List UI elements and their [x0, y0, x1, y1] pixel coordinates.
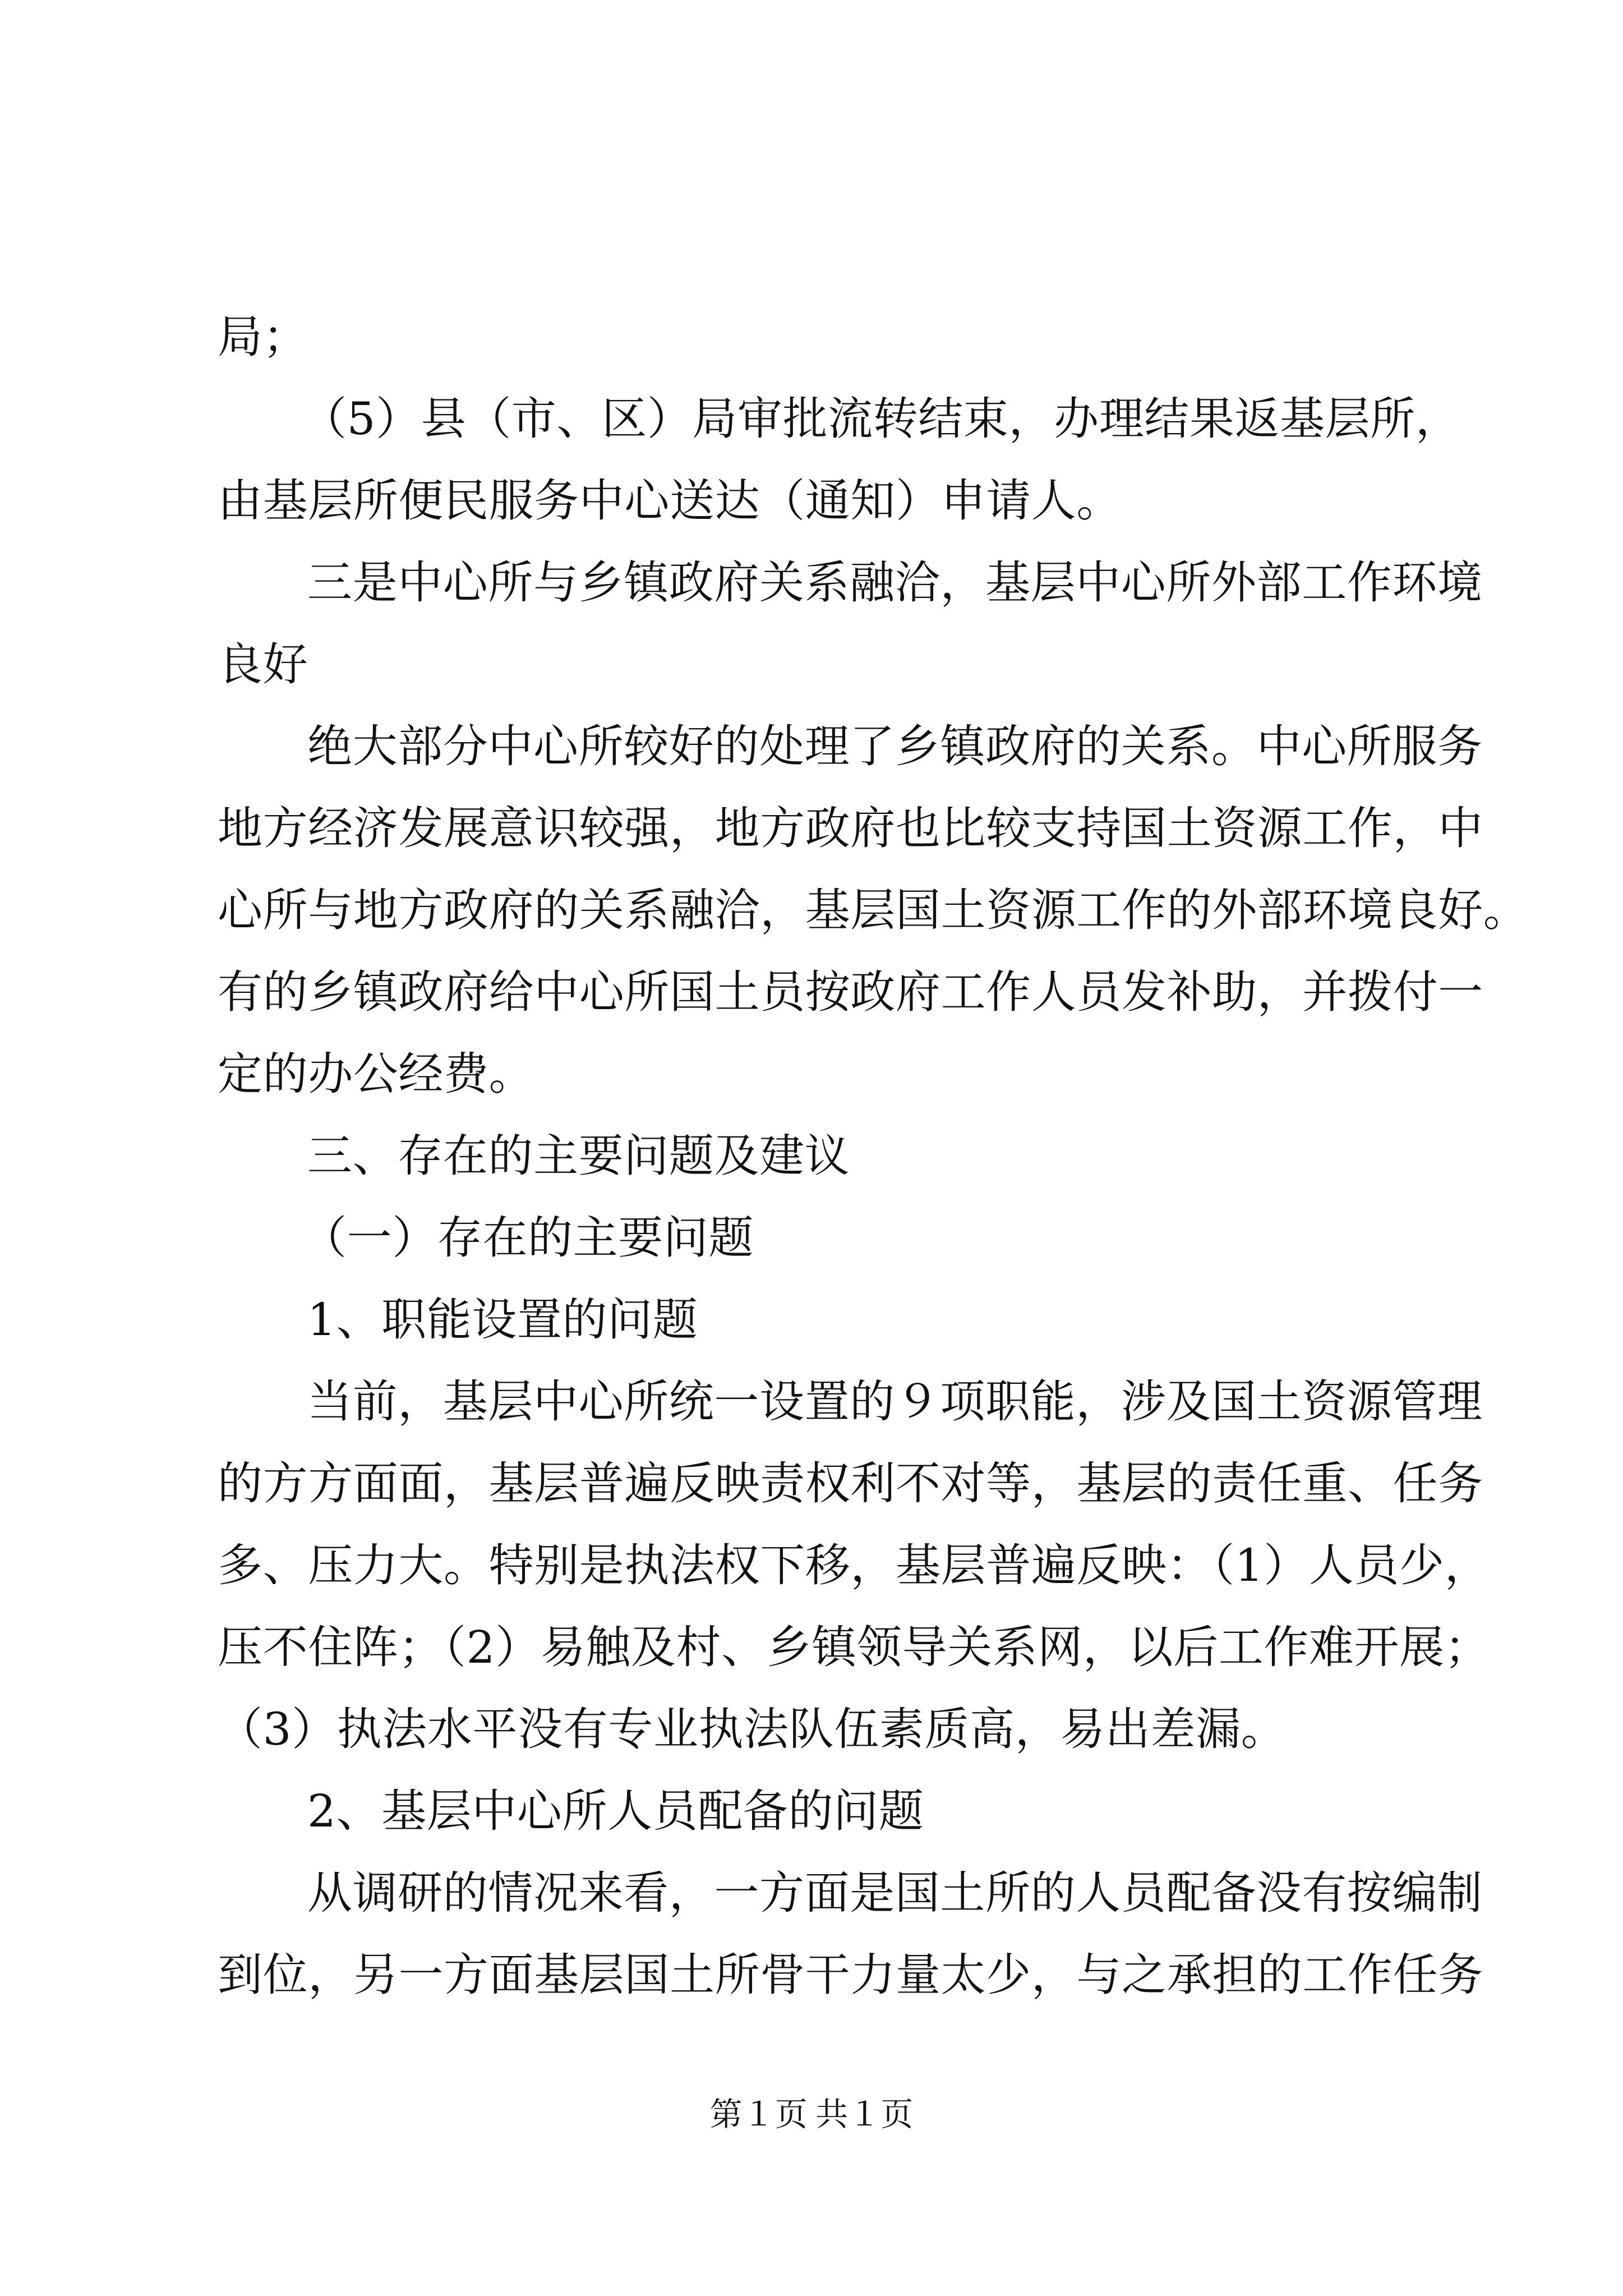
- text-line: 由基层所便民服务中心送达（通知）申请人。: [218, 475, 1122, 527]
- text-line: （5）县（市、区）局审批流转结束，办理结果返基层所，: [302, 393, 1461, 445]
- text-line: 当前，基层中心所统一设置的９项职能，涉及国土资源管理: [307, 1375, 1483, 1428]
- section-heading: 良好: [218, 638, 308, 691]
- document-body: [218, 296, 1529, 2016]
- section-heading: 三、存在的主要问题及建议: [307, 1130, 850, 1182]
- subsection-heading: 2、基层中心所人员配备的问题: [307, 1785, 924, 1837]
- text-line: 多、压力大。特别是执法权下移，基层普遍反映：（1）人员少，: [218, 1539, 1490, 1591]
- text-line: 压不住阵；（2）易触及村、乡镇领导关系网，以后工作难开展；: [218, 1621, 1490, 1673]
- text-line: 到位，另一方面基层国土所骨干力量太少，与之承担的工作任务: [218, 1949, 1483, 2001]
- text-line: 心所与地方政府的关系融洽，基层国土资源工作的外部环境良好。: [218, 884, 1529, 936]
- text-line: （3）执法水平没有专业执法队伍素质高，易出差漏。: [218, 1703, 1287, 1755]
- text-line: 局；: [218, 311, 308, 363]
- section-heading: 三是中心所与乡镇政府关系融洽，基层中心所外部工作环境: [307, 556, 1483, 609]
- text-line: 的方方面面，基层普遍反映责权利不对等，基层的责任重、任务: [218, 1457, 1483, 1510]
- text-line: 定的办公经费。: [218, 1048, 534, 1100]
- subsection-heading: 1、职能设置的问题: [307, 1294, 698, 1346]
- text-line: 地方经济发展意识较强，地方政府也比较支持国土资源工作，中: [218, 802, 1483, 854]
- subsection-heading: （一）存在的主要问题: [302, 1212, 754, 1264]
- text-line: 绝大部分中心所较好的处理了乡镇政府的关系。中心所服务: [307, 720, 1483, 772]
- page-number-footer: 第１页 共１页: [709, 2096, 914, 2133]
- text-line: 从调研的情况来看，一方面是国土所的人员配备没有按编制: [307, 1867, 1483, 1919]
- text-line: 有的乡镇政府给中心所国土员按政府工作人员发补助，并拨付一: [218, 966, 1483, 1018]
